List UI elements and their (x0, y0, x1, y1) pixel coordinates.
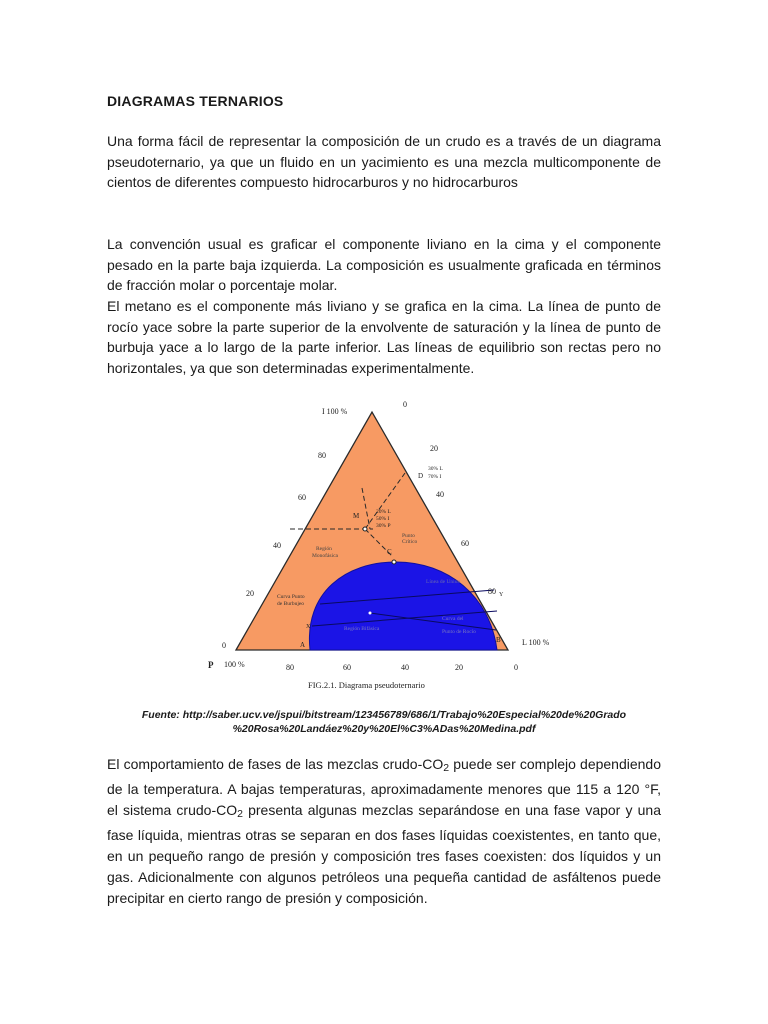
paragraph-convencion: La convención usual es graficar el componente liviano en la cima y el componente pesado en la parte baja izquierda. La composición es usualmente graficada en términos de fracción molar o porcentaje molar. (107, 236, 661, 294)
right-tick-80: 80 (488, 587, 496, 596)
left-tick-80: 80 (318, 451, 326, 460)
point-y-label: Y (499, 592, 504, 598)
bottom-tick-80: 80 (286, 663, 294, 672)
point-m-comp-1: 20% L (376, 509, 391, 515)
right-tick-20: 20 (430, 444, 438, 453)
p4-sub-1: 2 (443, 762, 450, 774)
bottom-tick-0: 0 (514, 663, 518, 672)
right-tick-60: 60 (461, 539, 469, 548)
bottom-tick-60: 60 (343, 663, 351, 672)
section-heading: DIAGRAMAS TERNARIOS (107, 93, 284, 109)
point-x-marker (369, 612, 372, 615)
p4-part-b: puede ser complejo dependiendo de la temperatura. A bajas temperaturas, aproximadamente menores que 115 a 120 °F, el sistema crudo-CO (107, 756, 662, 818)
left-tick-20: 20 (246, 589, 254, 598)
label-bottom-p: P (208, 660, 214, 670)
bubble-curve-label-2: de Burbujeo (277, 601, 305, 607)
region-mono-label-2: Monofásica (312, 553, 338, 559)
bottom-tick-20: 20 (455, 663, 463, 672)
bubble-curve-label-1: Curva Punto (277, 594, 305, 600)
point-m-marker (363, 527, 367, 531)
right-tick-40: 40 (436, 490, 444, 499)
source-line-2: %20Rosa%20Landáez%20y%20El%C3%ADas%20Medina.pdf (232, 723, 536, 735)
source-line-1: Fuente: http://saber.ucv.ve/jspui/bitstream/123456789/686/1/Trabajo%20Especial%20de%20Grado (141, 709, 627, 721)
left-tick-0: 0 (222, 641, 226, 650)
paragraph-comportamiento (107, 754, 661, 909)
point-a-label: A (300, 641, 306, 649)
point-d-comp-2: 70% I (428, 474, 442, 480)
point-c-marker (392, 560, 396, 564)
point-x-label: X (306, 624, 311, 630)
point-b-label: B (496, 636, 501, 644)
label-bottom-100: 100 % (224, 660, 245, 669)
p4-sub-2: 2 (237, 808, 243, 820)
region-mono-label-1: Región (316, 546, 332, 552)
point-m-comp-3: 30% P (376, 523, 391, 529)
label-right-l: L 100 % (522, 638, 550, 647)
critical-point-label-1: Punto (402, 533, 415, 539)
tie-lines-label: Línea de Unión (426, 579, 461, 585)
point-d-comp-1: 30% L (428, 466, 443, 472)
point-m-label: M (353, 512, 360, 520)
point-c-label: C (387, 548, 392, 556)
ternary-diagram-figure (200, 396, 580, 696)
ternary-diagram (200, 396, 580, 696)
label-top-zero: 0 (403, 400, 407, 409)
point-m-comp-2: 50% I (376, 516, 390, 522)
dew-curve-label-2: Punto de Rocío (442, 629, 476, 635)
bottom-tick-40: 40 (401, 663, 409, 672)
left-tick-40: 40 (273, 541, 281, 550)
region-bi-label: Región Bifásica (344, 626, 380, 632)
p4-part-a: El comportamiento de fases de las mezclas crudo-CO (107, 756, 444, 772)
point-d-label: D (418, 472, 424, 480)
left-tick-60: 60 (298, 493, 306, 502)
dew-curve-label-1: Curva del (442, 616, 464, 622)
figure-source (107, 708, 661, 736)
label-top-i: I 100 % (322, 407, 348, 416)
figure-caption: FIG.2.1. Diagrama pseudoternario (308, 680, 425, 690)
p4-part-c: presenta algunas mezclas separándose en una fase vapor y una fase líquida, mientras otras se separan en dos fases líquidas coexistentes, en tanto que, en un pequeño rango de presión y composición tres fases coexisten: dos líquidos y un gas. Adicionalmente con algunos petróleos una pequeña cantidad de asfáltenos puede precipitar en cierto rango de presión y composición. (107, 802, 661, 906)
critical-point-label-2: Crítico (402, 539, 418, 545)
paragraph-composicion: Una forma fácil de representar la composición de un crudo es a través de un diagrama pseudoternario, ya que un fluido en un yacimiento es una mezcla multicomponente de cientos de diferentes compuesto hidrocarburos y no hidrocarburos (107, 133, 661, 191)
paragraph-metano: El metano es el componente más liviano y se grafica en la cima. La línea de punto de rocío yace sobre la parte superior de la envolvente de saturación y la línea de punto de burbuja yace a lo largo de la parte inferior. Las líneas de equilibrio son rectas pero no horizontales, ya que son determinadas experimentalmente. (107, 298, 661, 377)
